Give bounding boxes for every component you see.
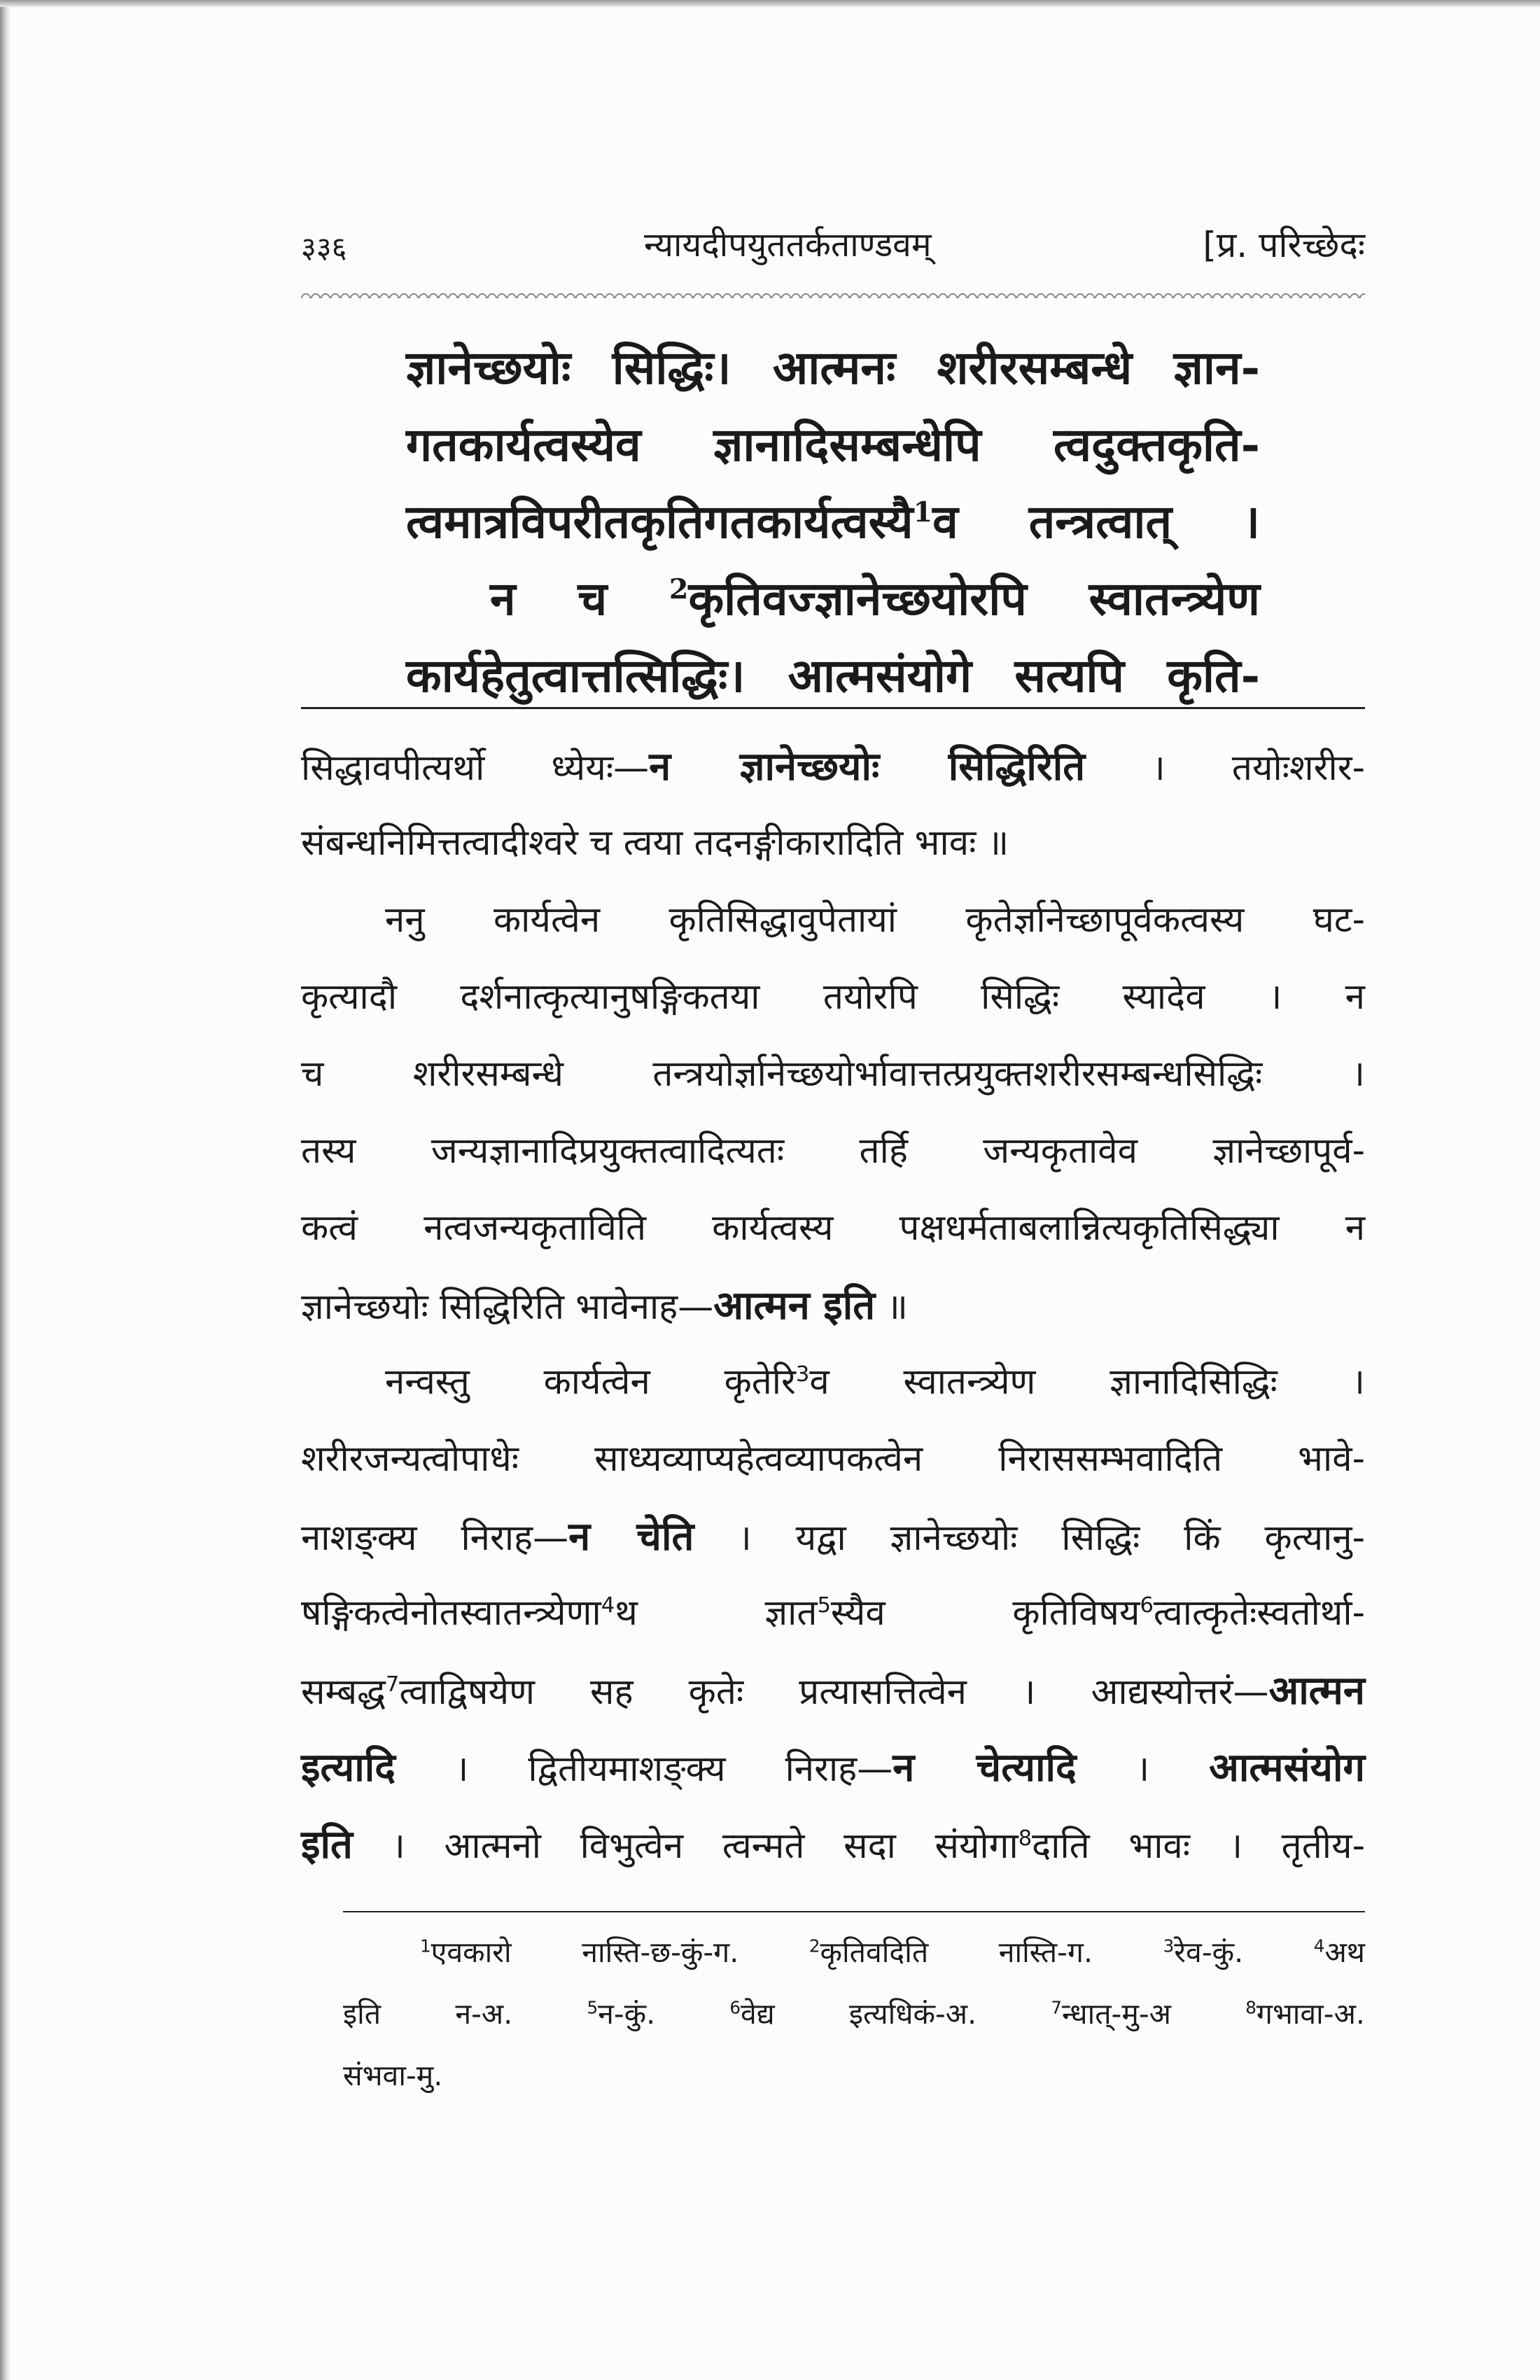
section-title: [प्र. परिच्छेदः bbox=[1203, 225, 1365, 265]
commentary-line: तस्य जन्यज्ञानादिप्रयुक्तत्वादित्यतः तर्हि जन्यकृतावेव ज्ञानेच्छापूर्व- bbox=[301, 1130, 1365, 1172]
commentary-line: सिद्धावपीत्यर्थो ध्येयः—न ज्ञानेच्छयोः सिद्धिरिति । तयोःशरीर- bbox=[301, 743, 1365, 790]
verse-line: कार्यहेतुत्वात्तत्सिद्धिः। आत्मसंयोगे सत्यपि कृति- bbox=[406, 648, 1260, 703]
commentary-line: कत्वं नत्वजन्यकृताविति कार्यत्वस्य पक्षधर्मताबलान्नित्यकृतिसिद्ध्या न bbox=[301, 1208, 1365, 1249]
header-wavy-rule bbox=[301, 287, 1365, 298]
commentary-line: षङ्गिकत्वेनोतस्वातन्त्र्येणा$^4$थ ज्ञात$^5$स्यैव कृतिविषय$^6$त्वात्कृतेःस्वतोर्था- bbox=[301, 1592, 1365, 1634]
commentary-line: इति । आत्मनो विभुत्वेन त्वन्मते सदा संयोगा$^8$दाति भावः । तृतीय- bbox=[301, 1821, 1365, 1868]
commentary-text bbox=[301, 728, 1365, 1883]
main-verse-text bbox=[406, 329, 1260, 714]
footnote-line: $^1$एवकारो नास्ति-छ-कुं-ग. $^2$कृतिवदिति नास्ति-ग. $^3$रेव-कुं. $^4$अथ bbox=[420, 1935, 1365, 1969]
commentary-line: इत्यादि । द्वितीयमाशङ्क्य निराह—न चेत्यादि । आत्मसंयोग bbox=[301, 1744, 1365, 1791]
footnote-line: संभवा-मु. bbox=[343, 2059, 443, 2092]
verse-line: ज्ञानेच्छयोः सिद्धिः। आत्मनः शरीरसम्बन्धे ज्ञान- bbox=[406, 340, 1260, 395]
verse-line: गतकार्यत्वस्येव ज्ञानादिसम्बन्धेपि त्वदुक्तकृति- bbox=[406, 417, 1260, 472]
commentary-line: नन्वस्तु कार्यत्वेन कृतेरि$^3$व स्वातन्त्र्येण ज्ञानादिसिद्धिः । bbox=[385, 1362, 1365, 1403]
verse-line: त्वमात्रविपरीतकृतिगतकार्यत्वस्यै$^1$व तन्त्रत्वात् । bbox=[406, 494, 1260, 549]
commentary-line: सम्बद्ध$^7$त्वाद्विषयेण सह कृतेः प्रत्यासत्तित्वेन । आद्यस्योत्तरं—आत्मन bbox=[301, 1667, 1365, 1714]
page-number: ३३६ bbox=[301, 230, 347, 265]
commentary-line: संबन्धनिमित्तत्वादीश्वरे च त्वया तदनङ्गीकारादिति भावः ॥ bbox=[301, 822, 1009, 864]
commentary-line: शरीरजन्यत्वोपाधेः साध्यव्याप्यहेत्वव्यापकत्वेन निराससम्भवादिति भावे- bbox=[301, 1438, 1365, 1480]
page-binding-shadow bbox=[0, 0, 10, 2380]
commentary-line: ज्ञानेच्छयोः सिद्धिरिति भावेनाह—आत्मन इति ॥ bbox=[301, 1282, 908, 1329]
running-header bbox=[301, 217, 1365, 273]
text-commentary-divider bbox=[301, 707, 1365, 709]
commentary-line: च शरीरसम्बन्धे तन्त्रयोर्ज्ञानेच्छयोर्भावात्तत्प्रयुक्तशरीरसम्बन्धसिद्धिः । bbox=[301, 1054, 1365, 1095]
commentary-line: नाशङ्क्य निराह—न चेति । यद्वा ज्ञानेच्छयोः सिद्धिः किं कृत्यानु- bbox=[301, 1513, 1366, 1560]
book-title: न्यायदीपयुततर्कताण्डवम् bbox=[644, 225, 932, 265]
page-top-shadow bbox=[0, 0, 1540, 7]
footnotes bbox=[343, 1921, 1365, 2106]
footnote-divider bbox=[343, 1911, 1365, 1912]
commentary-line: कृत्यादौ दर्शनात्कृत्यानुषङ्गिकतया तयोरपि सिद्धिः स्यादेव । न bbox=[301, 976, 1365, 1018]
commentary-line: ननु कार्यत्वेन कृतिसिद्धावुपेतायां कृतेर्ज्ञानेच्छापूर्वकत्वस्य घट- bbox=[385, 899, 1365, 941]
footnote-line: इति न-अ. $^5$न-कुं. $^6$वेद्य इत्यधिकं-अ. $^7$न्धात्-मु-अ $^8$गभावा-अ. bbox=[343, 1997, 1365, 2031]
verse-line: न च $^2$कृतिवज्ज्ञानेच्छयोरपि स्वातन्त्र्येण bbox=[490, 571, 1261, 626]
